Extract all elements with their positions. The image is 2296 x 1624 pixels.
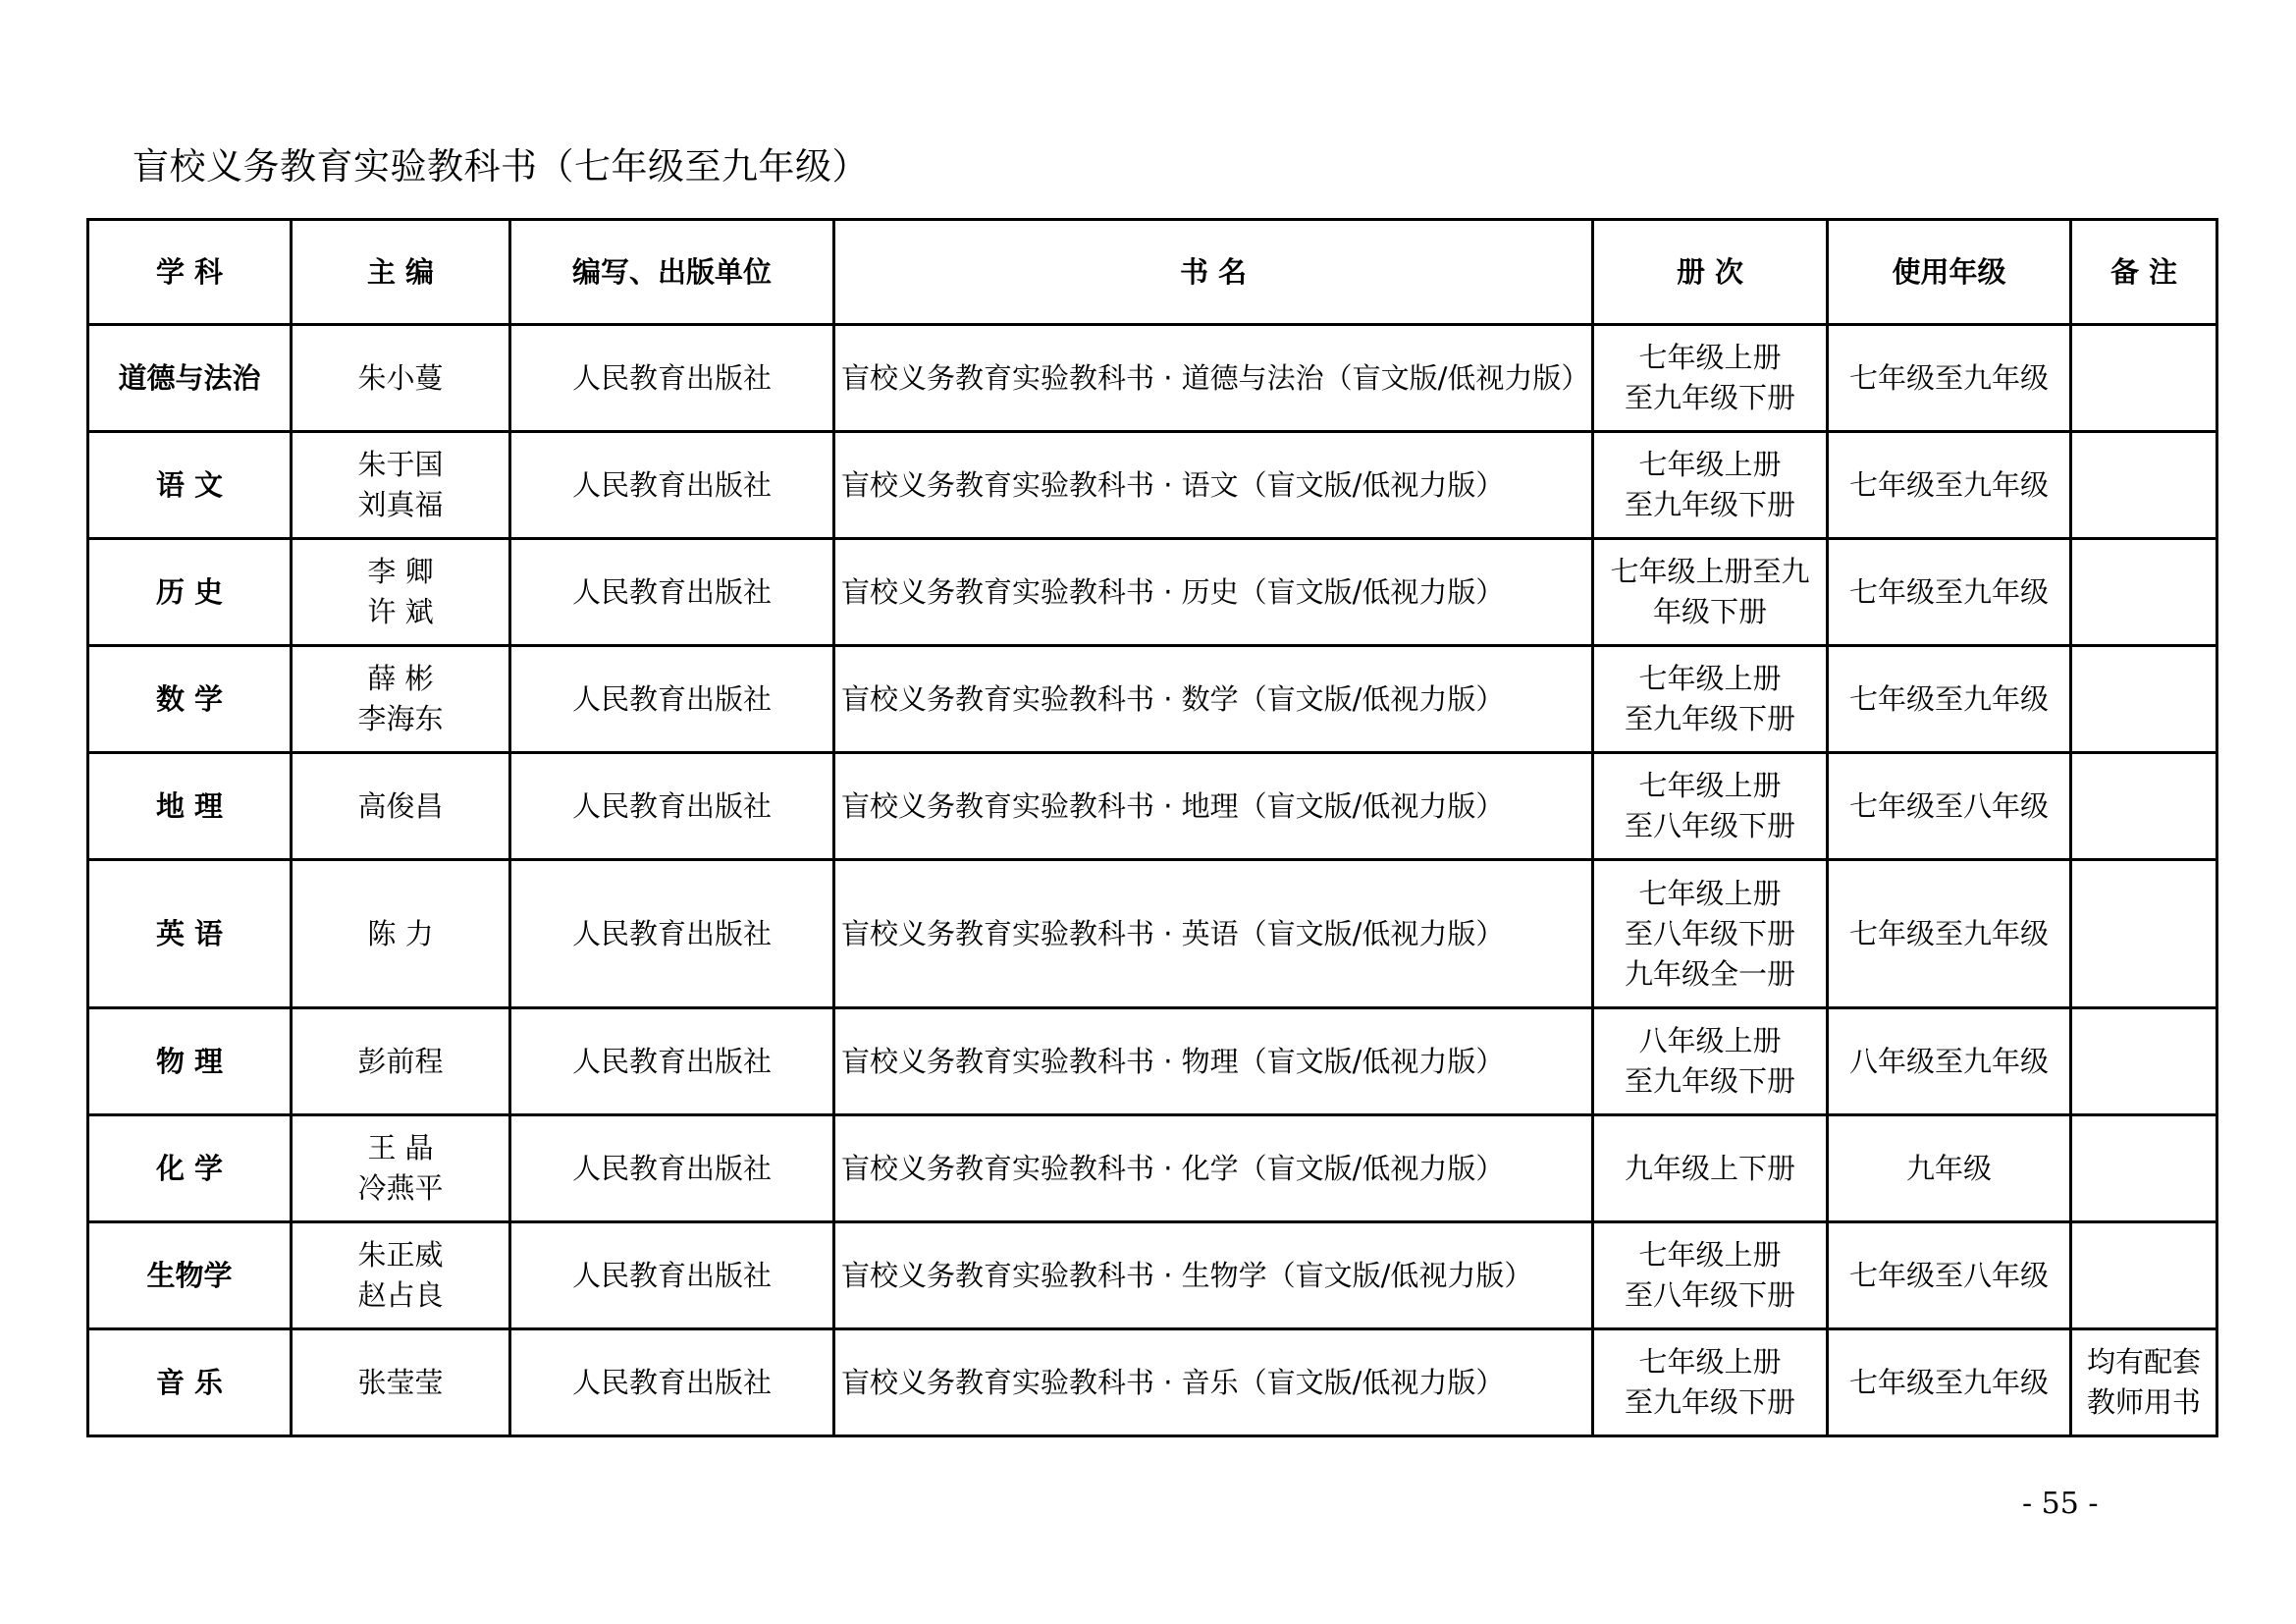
- editor-cell-line: 许 斌: [367, 595, 434, 628]
- volumes-cell: [1593, 1329, 1828, 1436]
- book-title-cell: 盲校义务教育实验教科书 · 生物学（盲文版/低视力版）: [834, 1222, 1593, 1329]
- grades-cell: 七年级至八年级: [1828, 753, 2071, 860]
- editor-cell-line: 朱于国: [357, 448, 444, 481]
- volumes-cell-line: 七年级上册至九: [1610, 555, 1810, 588]
- subject-cell: 化 学: [88, 1115, 292, 1222]
- remarks-cell: [2071, 1008, 2217, 1115]
- table-row: [88, 539, 2217, 646]
- column-header-grades: 使用年级: [1828, 220, 2071, 325]
- column-header-remarks: 备 注: [2071, 220, 2217, 325]
- editor-cell-line: 李 卿: [367, 555, 434, 588]
- volumes-cell: [1593, 753, 1828, 860]
- editor-cell-line: 朱小蔓: [357, 360, 444, 395]
- book-title-cell: 盲校义务教育实验教科书 · 道德与法治（盲文版/低视力版）: [834, 325, 1593, 432]
- volumes-cell-line: 七年级上册: [1638, 448, 1782, 481]
- table-row: [88, 753, 2217, 860]
- book-title-cell: 盲校义务教育实验教科书 · 物理（盲文版/低视力版）: [834, 1008, 1593, 1115]
- grades-cell: 九年级: [1828, 1115, 2071, 1222]
- volumes-cell-line: 至九年级下册: [1624, 1064, 1795, 1098]
- remarks-cell: [2071, 1329, 2217, 1436]
- publisher-cell: 人民教育出版社: [510, 325, 834, 432]
- subject-cell: 道德与法治: [88, 325, 292, 432]
- book-title-cell: 盲校义务教育实验教科书 · 语文（盲文版/低视力版）: [834, 432, 1593, 539]
- editor-cell-line: 张莹莹: [357, 1365, 444, 1399]
- editor-cell: [292, 753, 510, 860]
- column-header-book-title: 书 名: [834, 220, 1593, 325]
- remarks-cell: [2071, 753, 2217, 860]
- remarks-cell-line: 均有配套: [2086, 1345, 2201, 1379]
- volumes-cell-line: 年级下册: [1652, 595, 1767, 628]
- volumes-cell: [1593, 432, 1828, 539]
- volumes-cell-line: 七年级上册: [1638, 662, 1782, 695]
- subject-cell: 英 语: [88, 860, 292, 1008]
- volumes-cell-line: 至九年级下册: [1624, 1385, 1795, 1419]
- page-title: 盲校义务教育实验教科书（七年级至九年级）: [133, 145, 869, 188]
- volumes-cell-line: 九年级上下册: [1624, 1151, 1795, 1185]
- editor-cell: [292, 1008, 510, 1115]
- volumes-cell-line: 至八年级下册: [1624, 1278, 1795, 1312]
- editor-cell: [292, 1329, 510, 1436]
- subject-cell: 历 史: [88, 539, 292, 646]
- remarks-cell-line: 教师用书: [2086, 1385, 2201, 1419]
- volumes-cell: [1593, 646, 1828, 753]
- remarks-cell: [2071, 646, 2217, 753]
- editor-cell: [292, 1222, 510, 1329]
- editor-cell-line: 王 晶: [367, 1131, 434, 1164]
- volumes-cell-line: 七年级上册: [1638, 1345, 1782, 1379]
- table-row: [88, 1222, 2217, 1329]
- book-title-cell: 盲校义务教育实验教科书 · 地理（盲文版/低视力版）: [834, 753, 1593, 860]
- remarks-cell: [2071, 860, 2217, 1008]
- table-row: [88, 646, 2217, 753]
- remarks-cell: [2071, 1222, 2217, 1329]
- publisher-cell: 人民教育出版社: [510, 1008, 834, 1115]
- volumes-cell-line: 七年级上册: [1638, 769, 1782, 802]
- editor-cell-line: 赵占良: [357, 1278, 444, 1312]
- editor-cell-line: 薛 彬: [367, 662, 434, 695]
- editor-cell-line: 李海东: [357, 702, 444, 735]
- editor-cell: [292, 432, 510, 539]
- volumes-cell: [1593, 1008, 1828, 1115]
- volumes-cell: [1593, 325, 1828, 432]
- volumes-cell-line: 七年级上册: [1638, 876, 1782, 910]
- remarks-cell: [2071, 432, 2217, 539]
- grades-cell: 七年级至九年级: [1828, 325, 2071, 432]
- subject-cell: 语 文: [88, 432, 292, 539]
- volumes-cell: [1593, 860, 1828, 1008]
- volumes-cell: [1593, 1222, 1828, 1329]
- textbook-table: [86, 218, 2218, 1437]
- column-header-subject: 学 科: [88, 220, 292, 325]
- subject-cell: 音 乐: [88, 1329, 292, 1436]
- volumes-cell-line: 至八年级下册: [1624, 809, 1795, 842]
- grades-cell: 七年级至九年级: [1828, 646, 2071, 753]
- editor-cell-line: 高俊昌: [357, 788, 444, 823]
- subject-cell: 物 理: [88, 1008, 292, 1115]
- grades-cell: 七年级至九年级: [1828, 860, 2071, 1008]
- subject-cell: 地 理: [88, 753, 292, 860]
- volumes-cell-line: 至九年级下册: [1624, 381, 1795, 414]
- column-header-publisher: 编写、出版单位: [510, 220, 834, 325]
- book-title-cell: 盲校义务教育实验教科书 · 音乐（盲文版/低视力版）: [834, 1329, 1593, 1436]
- publisher-cell: 人民教育出版社: [510, 1115, 834, 1222]
- column-header-volumes: 册 次: [1593, 220, 1828, 325]
- volumes-cell-line: 至九年级下册: [1624, 488, 1795, 521]
- editor-cell: [292, 539, 510, 646]
- table-row: [88, 325, 2217, 432]
- editor-cell-line: 彭前程: [357, 1044, 444, 1078]
- volumes-cell-line: 至九年级下册: [1624, 702, 1795, 735]
- table-row: [88, 1008, 2217, 1115]
- publisher-cell: 人民教育出版社: [510, 646, 834, 753]
- book-title-cell: 盲校义务教育实验教科书 · 历史（盲文版/低视力版）: [834, 539, 1593, 646]
- publisher-cell: 人民教育出版社: [510, 860, 834, 1008]
- grades-cell: 七年级至九年级: [1828, 539, 2071, 646]
- publisher-cell: 人民教育出版社: [510, 539, 834, 646]
- editor-cell: [292, 646, 510, 753]
- volumes-cell: [1593, 539, 1828, 646]
- grades-cell: 七年级至九年级: [1828, 432, 2071, 539]
- subject-cell: 生物学: [88, 1222, 292, 1329]
- publisher-cell: 人民教育出版社: [510, 753, 834, 860]
- grades-cell: 七年级至九年级: [1828, 1329, 2071, 1436]
- book-title-cell: 盲校义务教育实验教科书 · 数学（盲文版/低视力版）: [834, 646, 1593, 753]
- column-header-editor: 主 编: [292, 220, 510, 325]
- book-title-cell: 盲校义务教育实验教科书 · 化学（盲文版/低视力版）: [834, 1115, 1593, 1222]
- publisher-cell: 人民教育出版社: [510, 1329, 834, 1436]
- editor-cell-line: 朱正威: [357, 1238, 444, 1272]
- page-number: - 55 -: [2022, 1487, 2099, 1521]
- volumes-cell-line: 至八年级下册: [1624, 916, 1795, 950]
- table-row: [88, 1115, 2217, 1222]
- editor-cell: [292, 325, 510, 432]
- table-row: [88, 860, 2217, 1008]
- editor-cell-line: 陈 力: [367, 916, 434, 950]
- table-row: [88, 432, 2217, 539]
- volumes-cell-line: 七年级上册: [1638, 341, 1782, 374]
- volumes-cell-line: 七年级上册: [1638, 1238, 1782, 1272]
- volumes-cell-line: 九年级全一册: [1624, 956, 1795, 991]
- subject-cell: 数 学: [88, 646, 292, 753]
- remarks-cell: [2071, 539, 2217, 646]
- volumes-cell-line: 八年级上册: [1638, 1024, 1782, 1057]
- book-title-cell: 盲校义务教育实验教科书 · 英语（盲文版/低视力版）: [834, 860, 1593, 1008]
- editor-cell-line: 刘真福: [357, 488, 444, 521]
- remarks-cell: [2071, 1115, 2217, 1222]
- grades-cell: 七年级至八年级: [1828, 1222, 2071, 1329]
- editor-cell: [292, 860, 510, 1008]
- publisher-cell: 人民教育出版社: [510, 432, 834, 539]
- grades-cell: 八年级至九年级: [1828, 1008, 2071, 1115]
- editor-cell: [292, 1115, 510, 1222]
- publisher-cell: 人民教育出版社: [510, 1222, 834, 1329]
- volumes-cell: [1593, 1115, 1828, 1222]
- table-row: [88, 1329, 2217, 1436]
- editor-cell-line: 冷燕平: [357, 1171, 444, 1205]
- remarks-cell: [2071, 325, 2217, 432]
- table-header-row: [88, 220, 2217, 325]
